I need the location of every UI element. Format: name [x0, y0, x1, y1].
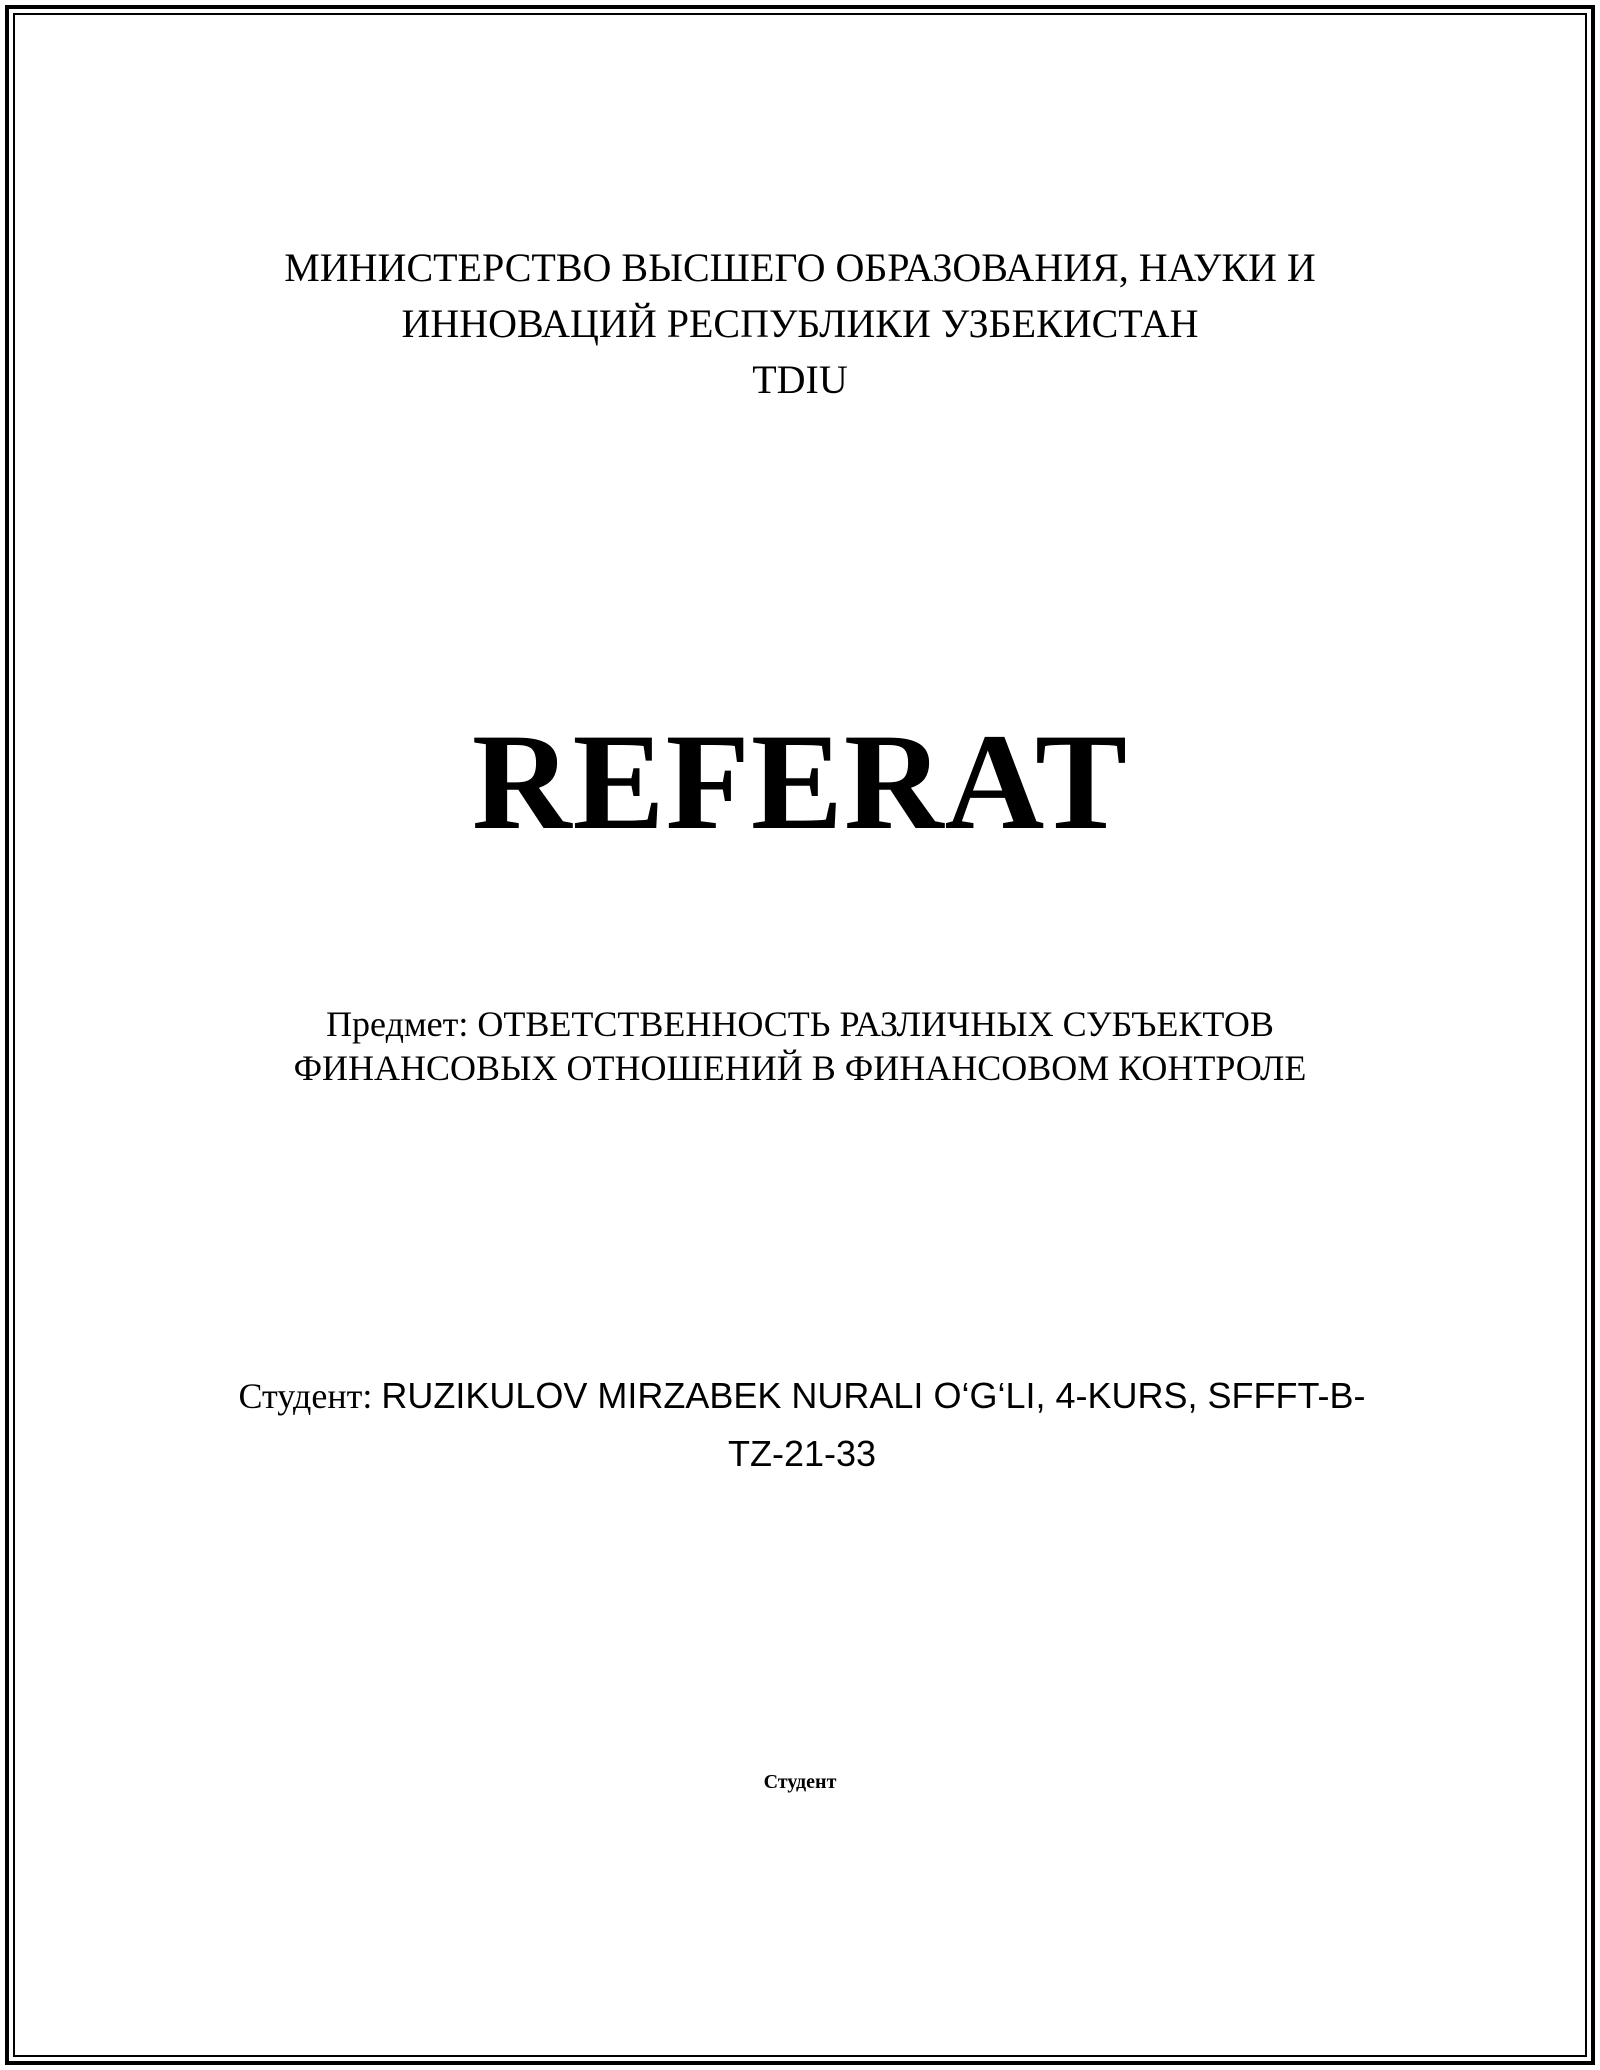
ministry-line-2: ИННОВАЦИЙ РЕСПУБЛИКИ УЗБЕКИСТАН	[401, 301, 1199, 346]
ministry-header	[0, 240, 1600, 408]
institution-name: TDIU	[752, 357, 848, 402]
subject-value: ОТВЕТСТВЕННОСТЬ РАЗЛИЧНЫХ СУБЪЕКТОВ ФИНАНСОВЫХ ОТНОШЕНИЙ В ФИНАНСОВОМ КОНТРОЛЕ	[293, 1004, 1307, 1088]
document-title: REFERAT	[471, 705, 1129, 858]
student-value: RUZIKULOV MIRZABEK NURALI O‘G‘LI, 4-KURS, SFFFT-B-TZ-21-33	[381, 1375, 1366, 1474]
ministry-line-1: МИНИСТЕРСТВО ВЫСШЕГО ОБРАЗОВАНИЯ, НАУКИ И	[284, 245, 1316, 290]
signature-label: Студент	[763, 1771, 837, 1793]
subject-block	[250, 1002, 1350, 1090]
student-block	[232, 1367, 1372, 1483]
subject-label: Предмет:	[326, 1004, 469, 1044]
student-label: Студент:	[238, 1376, 373, 1416]
